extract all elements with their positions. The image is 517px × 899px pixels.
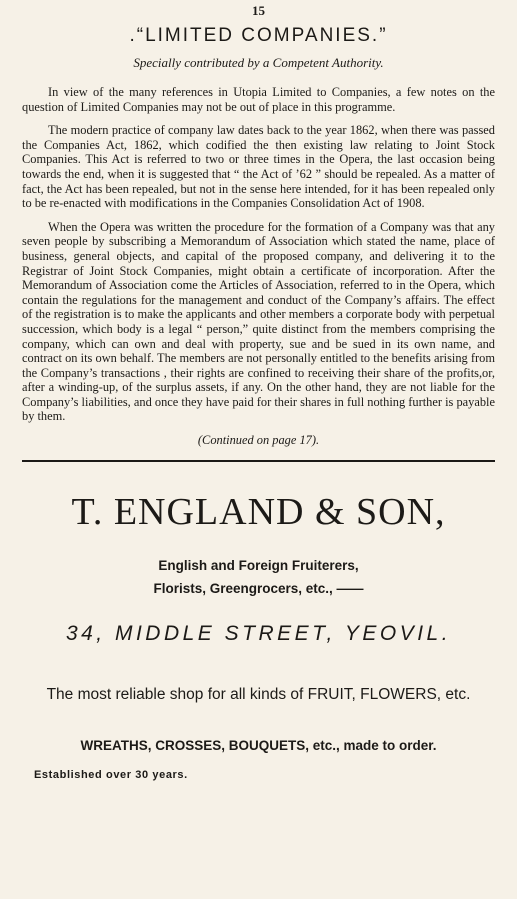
advert-address: 34, MIDDLE STREET, YEOVIL. xyxy=(65,622,452,646)
advert-tagline: The most reliable shop for all kinds of FRUIT, FLOWERS, etc. xyxy=(46,686,471,704)
advert-wreaths: WREATHS, CROSSES, BOUQUETS, etc., made to order. xyxy=(80,738,437,754)
article-byline: Specially contributed by a Competent Authority. xyxy=(133,55,384,70)
article-paragraph: When the Opera was written the procedure for the formation of a Company was that any seven people by subscribing a Memorandum of Association which stated the name, place of business, general objects, and capital of the proposed company, and delivering it to the Registrar of Joint Stock Companies, might obtain a certificate of incorporation. After the Memorandum of Association come the Articles of Association, referred to in the Opera, which contain the regulations for the management and conduct of the Company’s affairs. The effect of the registration is to make the applicants and other members a corporate body with perpetual succession, which body is a legal “ person,” quite distinct from the members comprising the company, which can own and deal with property, sue and be sued in its own name, and contract on its own behalf. The members are not personally entitled to the benefits arising from the Company’s transactions , their rights are confined to receiving their share of the profits,or, after a winding-up, of the surplus assets, if any. On the other hand, they are not liable for the Company’s liabilities, and once they have paid for their shares in full nothing further is payable by them. xyxy=(22,219,495,424)
article-title: .“LIMITED COMPANIES.” xyxy=(129,25,388,46)
page-number: 15 xyxy=(252,3,265,18)
article-body xyxy=(22,85,495,424)
advertisement xyxy=(22,490,495,781)
continued-note: (Continued on page 17). xyxy=(197,433,320,448)
advert-line-fruiterers: English and Foreign Fruiterers, xyxy=(158,558,359,574)
article-paragraph: The modern practice of company law dates back to the year 1862, when there was passed the Companies Act, 1862, which codified the then existing law relating to Joint Stock Companies. This Act is referred to two or three times in the Opera, the last occasion being towards the end, when it is suggested that “ the Act of ’62 ” should be repealed. As a matter of fact, the Act has been repealed, but not in the sense here intended, for it has been repealed only to be re-enacted with modifications in the Companies Consolidation Act of 1908. xyxy=(22,123,495,211)
article xyxy=(22,25,495,448)
advert-business-name: T. ENGLAND & SON, xyxy=(71,491,446,534)
article-paragraph: In view of the many references in Utopia Limited to Companies, a few notes on the question of Limited Companies may not be out of place in this programme. xyxy=(22,85,495,114)
section-divider xyxy=(22,460,495,462)
advert-established: Established over 30 years. xyxy=(34,769,188,782)
advert-line-florists: Florists, Greengrocers, etc., —— xyxy=(153,581,364,597)
